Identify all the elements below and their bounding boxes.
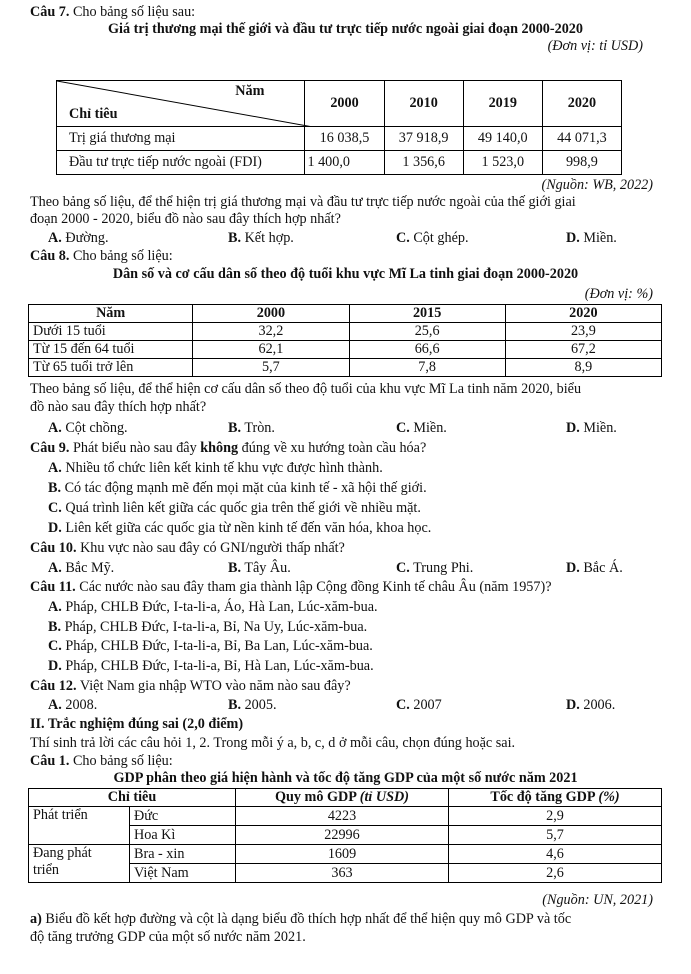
row-name: Từ 65 tuổi trở lên [29, 359, 193, 377]
option-d[interactable]: D. 2006. [566, 697, 616, 713]
table-cell: 1 523,0 [463, 151, 542, 175]
year-header: 2019 [463, 81, 542, 127]
table-cell: 23,9 [505, 323, 661, 341]
table-cell: 25,6 [349, 323, 505, 341]
table-row [29, 807, 662, 826]
table-cell: 4,6 [449, 845, 662, 864]
table-cell: 1 400,0 [305, 151, 384, 175]
q7-intro [30, 4, 661, 21]
table-cell: 5,7 [193, 359, 349, 377]
tf1-label: Câu 1. [30, 753, 70, 769]
option-b[interactable]: B. Có tác động mạnh mẽ đến mọi mặt của kinh tế - xã hội thế giới. [48, 480, 427, 496]
option-a[interactable]: A. Pháp, CHLB Đức, I-ta-li-a, Áo, Hà Lan, Lúc-xăm-bua. [48, 599, 378, 615]
group-developed: Phát triển [29, 807, 130, 845]
q7-table-title: Giá trị thương mại thế giới và đầu tư trực tiếp nước ngoài giai đoạn 2000-2020 [108, 21, 583, 37]
table-cell: 2,9 [449, 807, 662, 826]
table-cell: 22996 [236, 826, 449, 845]
tf1-statement-a [30, 911, 661, 928]
option-c[interactable]: C. Pháp, CHLB Đức, I-ta-li-a, Bỉ, Ba Lan, Lúc-xăm-bua. [48, 638, 373, 654]
q7-question-line: Theo bảng số liệu, để thể hiện trị giá thương mại và đầu tư trực tiếp nước ngoài của thế giới giai [30, 194, 576, 210]
q9-emphasis: không [200, 440, 239, 456]
q12-label: Câu 12. [30, 678, 77, 694]
q12-options [48, 697, 655, 714]
tf1-statement-a-cont: độ tăng trưởng GDP của một số nước năm 2021. [30, 929, 306, 945]
q9-question [30, 440, 661, 457]
table-cell: 44 071,3 [542, 127, 621, 151]
table-cell: 4223 [236, 807, 449, 826]
table-cell: 32,2 [193, 323, 349, 341]
row-name: Từ 15 đến 64 tuổi [29, 341, 193, 359]
option-c[interactable]: C. Quá trình liên kết giữa các quốc gia trên thế giới về nhiều mặt. [48, 500, 421, 516]
country-name: Bra - xin [130, 845, 236, 864]
q8-intro-text: Cho bảng số liệu: [72, 248, 173, 264]
option-c[interactable]: C. Miền. [396, 420, 447, 436]
year-header: 2000 [193, 305, 349, 323]
table-header-row [29, 305, 662, 323]
table-cell: 998,9 [542, 151, 621, 175]
table-cell: 1 356,6 [384, 151, 463, 175]
q12-question [30, 678, 661, 695]
q11-text: Các nước nào sau đây tham gia thành lập Cộng đồng Kinh tế châu Âu (năm 1957)? [79, 579, 552, 595]
q10-text: Khu vực nào sau đây có GNI/người thấp nhất? [80, 540, 345, 556]
q8-table-title: Dân số và cơ cấu dân số theo độ tuổi khu vực Mĩ La tinh giai đoạn 2000-2020 [112, 266, 579, 282]
table-cell: 7,8 [349, 359, 505, 377]
part2-heading: II. Trắc nghiệm đúng sai (2,0 điểm) [30, 716, 244, 732]
country-name: Hoa Kì [130, 826, 236, 845]
table-cell: 66,6 [349, 341, 505, 359]
q9-text-after: đúng về xu hướng toàn cầu hóa? [241, 440, 427, 456]
diagonal-header-cell [57, 81, 305, 127]
q8-table [28, 304, 662, 377]
option-b[interactable]: B. 2005. [228, 697, 277, 713]
table-cell: 5,7 [449, 826, 662, 845]
q7-source: (Nguồn: WB, 2022) [541, 177, 653, 193]
row-name: Dưới 15 tuổi [29, 323, 193, 341]
q8-question-line: đồ nào sau đây thích hợp nhất? [30, 399, 207, 415]
statement-a-key: a) [30, 911, 42, 927]
table-row [29, 845, 662, 864]
table-cell: 37 918,9 [384, 127, 463, 151]
country-name: Đức [130, 807, 236, 826]
table-row [57, 151, 622, 175]
option-d[interactable]: D. Liên kết giữa các quốc gia từ nền kinh tế đến văn hóa, khoa học. [48, 520, 432, 536]
table-cell: 67,2 [505, 341, 661, 359]
option-b[interactable]: B. Tây Âu. [228, 560, 291, 576]
option-c[interactable]: C. Cột ghép. [396, 230, 469, 246]
table-cell: 363 [236, 864, 449, 883]
year-header: 2000 [305, 81, 384, 127]
row-name: Trị giá thương mại [57, 127, 305, 151]
q8-unit: (Đơn vị: %) [584, 286, 653, 302]
header-indicator-label: Chỉ tiêu [69, 106, 118, 122]
q7-question-line: đoạn 2000 - 2020, biểu đồ nào sau đây thích hợp nhất? [30, 211, 341, 227]
q7-unit: (Đơn vị: tỉ USD) [547, 38, 643, 54]
part2-instruction: Thí sinh trả lời các câu hỏi 1, 2. Trong mỗi ý a, b, c, d ở mỗi câu, chọn đúng hoặc sai. [30, 735, 516, 751]
country-name: Việt Nam [130, 864, 236, 883]
option-c[interactable]: C. 2007 [396, 697, 442, 713]
table-cell: 2,6 [449, 864, 662, 883]
option-a[interactable]: A. Nhiều tổ chức liên kết kinh tế khu vực được hình thành. [48, 460, 383, 476]
year-header: 2020 [505, 305, 661, 323]
table-row [57, 127, 622, 151]
q10-options [48, 560, 655, 577]
tf1-table [28, 788, 662, 883]
group-developing: Đang phát triển [29, 845, 130, 883]
option-d[interactable]: D. Pháp, CHLB Đức, I-ta-li-a, Bỉ, Hà Lan, Lúc-xăm-bua. [48, 658, 374, 674]
q7-options [48, 230, 655, 247]
table-header-row [29, 789, 662, 807]
row-name: Đầu tư trực tiếp nước ngoài (FDI) [57, 151, 305, 175]
year-header: 2015 [349, 305, 505, 323]
table-cell: 16 038,5 [305, 127, 384, 151]
q7-label: Câu 7. [30, 4, 70, 20]
table-cell: 49 140,0 [463, 127, 542, 151]
option-a[interactable]: A. Cột chồng. [48, 420, 128, 436]
option-b[interactable]: B. Pháp, CHLB Đức, I-ta-li-a, Bỉ, Na Uy, Lúc-xăm-bua. [48, 619, 368, 635]
header-year-label: Năm [235, 83, 265, 99]
table-header-row [57, 81, 622, 127]
header-growth: Tốc độ tăng GDP (%) [449, 789, 662, 807]
option-a[interactable]: A. Đường. [48, 230, 109, 246]
option-a[interactable]: A. 2008. [48, 697, 98, 713]
table-row [29, 341, 662, 359]
header-year-label: Năm [29, 305, 193, 323]
q8-intro [30, 248, 661, 265]
table-cell: 8,9 [505, 359, 661, 377]
year-header: 2010 [384, 81, 463, 127]
table-cell: 1609 [236, 845, 449, 864]
statement-a-text: Biểu đồ kết hợp đường và cột là dạng biểu đồ thích hợp nhất để thể hiện quy mô GDP và tốc [45, 911, 572, 927]
table-cell: 62,1 [193, 341, 349, 359]
tf1-intro-text: Cho bảng số liệu: [72, 753, 173, 769]
option-a[interactable]: A. Bắc Mỹ. [48, 560, 115, 576]
q8-question-line: Theo bảng số liệu, để thể hiện cơ cấu dân số theo độ tuổi của khu vực Mĩ La tinh năm 2020, biểu [30, 381, 582, 397]
q9-label: Câu 9. [30, 440, 70, 456]
table-row [29, 323, 662, 341]
header-gdp: Quy mô GDP (tỉ USD) [236, 789, 449, 807]
option-d[interactable]: D. Bắc Á. [566, 560, 623, 576]
option-d[interactable]: D. Miền. [566, 230, 617, 246]
q10-label: Câu 10. [30, 540, 77, 556]
year-header: 2020 [542, 81, 621, 127]
q8-label: Câu 8. [30, 248, 70, 264]
q9-text-before: Phát biểu nào sau đây [72, 440, 197, 456]
tf1-table-title: GDP phân theo giá hiện hành và tốc độ tăng GDP của một số nước năm 2021 [113, 770, 578, 786]
option-b[interactable]: B. Tròn. [228, 420, 275, 436]
option-d[interactable]: D. Miền. [566, 420, 617, 436]
q10-question [30, 540, 661, 557]
option-c[interactable]: C. Trung Phi. [396, 560, 474, 576]
tf1-source: (Nguồn: UN, 2021) [542, 892, 653, 908]
q12-text: Việt Nam gia nhập WTO vào năm nào sau đây? [79, 678, 351, 694]
q11-question [30, 579, 661, 596]
header-indicator-label: Chỉ tiêu [29, 789, 236, 807]
q7-intro-text: Cho bảng số liệu sau: [72, 4, 196, 20]
table-row [29, 359, 662, 377]
q8-options [48, 420, 655, 437]
q11-label: Câu 11. [30, 579, 76, 595]
option-b[interactable]: B. Kết hợp. [228, 230, 294, 246]
q7-table [56, 80, 622, 175]
tf1-intro [30, 753, 661, 770]
